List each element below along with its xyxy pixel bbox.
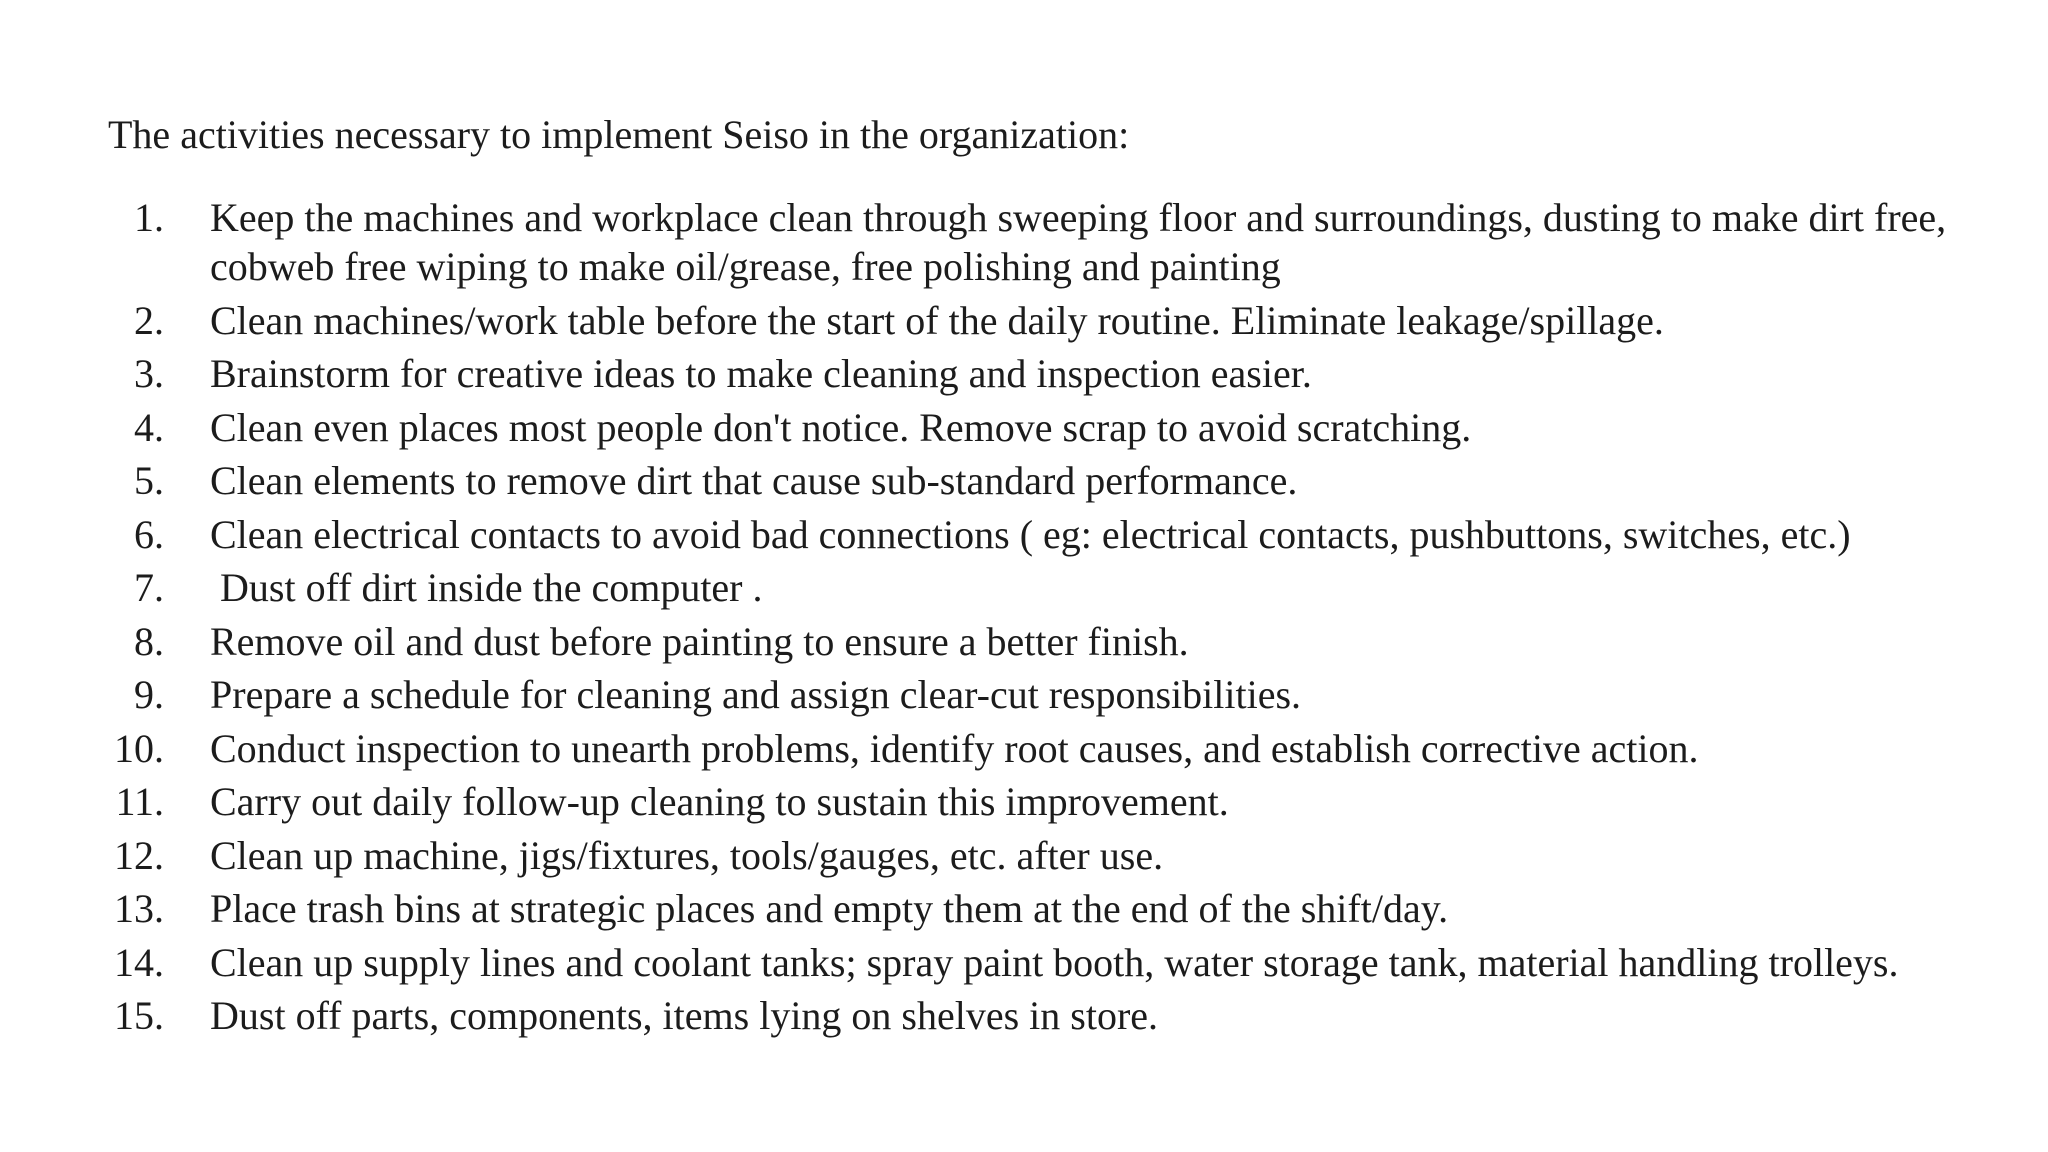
list-item xyxy=(108,617,2008,666)
item-text: Dust off parts, components, items lying on shelves in store. xyxy=(210,993,1159,1038)
item-number: 15. xyxy=(114,993,164,1038)
item-number: 13. xyxy=(114,886,164,931)
list-item xyxy=(108,349,2008,398)
item-text: Prepare a schedule for cleaning and assign clear-cut responsibilities. xyxy=(210,672,1302,717)
item-number: 7. xyxy=(134,565,164,610)
list-item xyxy=(108,296,2008,345)
item-text: Clean up machine, jigs/fixtures, tools/gauges, etc. after use. xyxy=(210,832,1164,878)
item-number: 11. xyxy=(115,779,164,824)
item-number: 1. xyxy=(134,195,164,240)
intro-text: The activities necessary to implement Seiso in the organization: xyxy=(108,112,1130,157)
item-text: Remove oil and dust before painting to ensure a better finish. xyxy=(210,618,1189,664)
item-text: Dust off dirt inside the computer . xyxy=(210,565,763,610)
list-item xyxy=(108,403,2008,452)
list-item xyxy=(108,831,2008,880)
item-text: Clean electrical contacts to avoid bad connections ( eg: electrical contacts, pushbuttons, switches, etc.) xyxy=(210,511,1851,557)
item-number: 12. xyxy=(114,832,164,878)
list-item xyxy=(108,991,2008,1040)
item-text: Carry out daily follow-up cleaning to sustain this improvement. xyxy=(210,779,1229,824)
item-text: Clean up supply lines and coolant tanks; spray paint booth, water storage tank, material handling trolleys. xyxy=(210,939,1899,985)
list-item xyxy=(108,777,2008,826)
list-item xyxy=(108,563,2008,612)
item-number: 2. xyxy=(134,297,164,343)
list-item xyxy=(108,938,2008,987)
item-number: 10. xyxy=(114,725,164,771)
list-item xyxy=(108,193,2008,291)
item-text: Clean machines/work table before the start of the daily routine. Eliminate leakage/spillage. xyxy=(210,297,1664,343)
list-item xyxy=(108,884,2008,933)
item-text: Conduct inspection to unearth problems, identify root causes, and establish corrective action. xyxy=(210,725,1699,771)
item-number: 14. xyxy=(114,939,164,985)
item-text: Clean even places most people don't notice. Remove scrap to avoid scratching. xyxy=(210,404,1472,450)
item-number: 6. xyxy=(134,511,164,557)
list-item xyxy=(108,724,2008,773)
list-item xyxy=(108,670,2008,719)
item-number: 3. xyxy=(134,351,164,396)
item-text: Brainstorm for creative ideas to make cleaning and inspection easier. xyxy=(210,351,1312,396)
activities-list xyxy=(108,193,2008,1045)
item-number: 4. xyxy=(134,404,164,450)
list-item xyxy=(108,456,2008,505)
list-item xyxy=(108,510,2008,559)
item-number: 8. xyxy=(134,618,164,664)
item-number: 9. xyxy=(134,672,164,717)
item-text: Clean elements to remove dirt that cause sub-standard performance. xyxy=(210,458,1298,503)
item-text: Place trash bins at strategic places and empty them at the end of the shift/day. xyxy=(210,886,1449,931)
item-text: Keep the machines and workplace clean through sweeping floor and surroundings, dusting to make dirt free, cobweb free wiping to make oil/grease, free polishing and painting xyxy=(210,195,1947,289)
item-number: 5. xyxy=(134,458,164,503)
